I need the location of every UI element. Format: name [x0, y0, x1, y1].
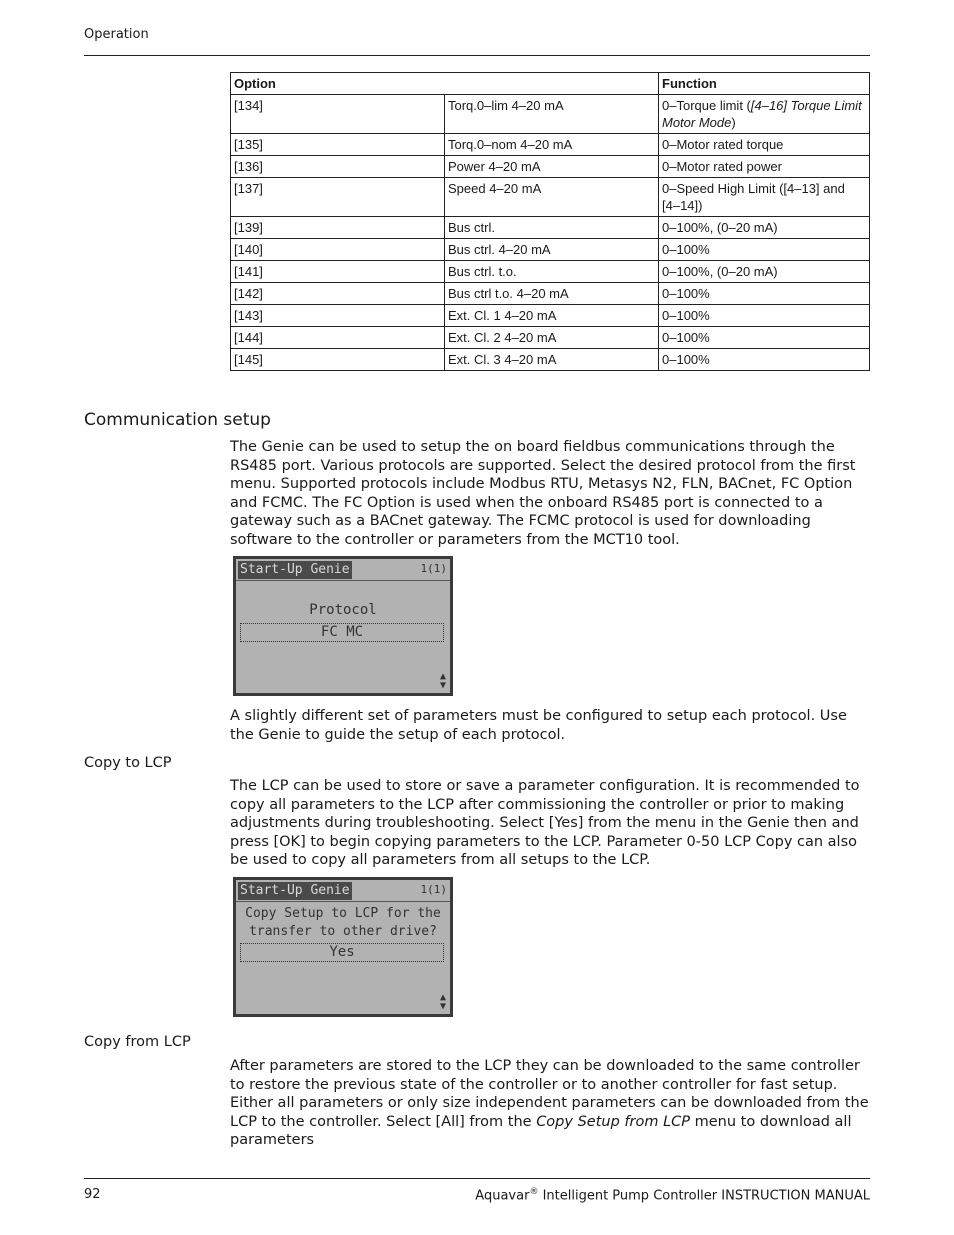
- copy-from-text-end: menu to download all parameters: [230, 1113, 852, 1149]
- option-function: [659, 327, 870, 349]
- option-function: [659, 178, 870, 217]
- function-text: 0–Speed High Limit ([4–13] and [4–14]): [662, 181, 845, 213]
- option-function: [659, 305, 870, 327]
- lcp-setup-indicator: 1(1): [420, 883, 447, 896]
- option-name: Bus ctrl.: [445, 217, 659, 239]
- lcp-display-protocol: [233, 556, 453, 696]
- brand-name: Aquavar: [475, 1188, 530, 1204]
- option-code: [140]: [231, 239, 445, 261]
- table-row: [231, 239, 870, 261]
- section-heading-copy-from-lcp: Copy from LCP: [84, 1034, 191, 1050]
- column-header-option: Option: [231, 73, 659, 95]
- lcp-protocol-label: Protocol: [309, 602, 377, 618]
- option-name: Ext. Cl. 2 4–20 mA: [445, 327, 659, 349]
- lcp-setup-indicator: 1(1): [420, 562, 447, 575]
- option-code: [134]: [231, 95, 445, 134]
- option-function: [659, 283, 870, 305]
- function-text: 0–100%, (0–20 mA): [662, 220, 778, 235]
- lcp-title: Start-Up Genie: [238, 882, 352, 900]
- function-text: 0–Motor rated power: [662, 159, 782, 174]
- table-row: [231, 327, 870, 349]
- lcp-title: Start-Up Genie: [238, 561, 352, 579]
- function-text: 0–Motor rated torque: [662, 137, 784, 152]
- function-text: 0–100%: [662, 286, 710, 301]
- header-rule: [84, 55, 870, 56]
- option-code: [135]: [231, 134, 445, 156]
- section-heading-copy-to-lcp: Copy to LCP: [84, 755, 172, 771]
- copy-setup-menu-name: Copy Setup from LCP: [536, 1113, 691, 1130]
- table-row: [231, 156, 870, 178]
- option-code: [139]: [231, 217, 445, 239]
- option-name: Power 4–20 mA: [445, 156, 659, 178]
- lcp-copy-value: Yes: [240, 943, 444, 962]
- table-row: [231, 283, 870, 305]
- lcp-copy-line-2: transfer to other drive?: [249, 924, 437, 939]
- page-number: 92: [84, 1187, 101, 1202]
- table-row: [231, 134, 870, 156]
- lcp-screen: [236, 559, 450, 693]
- option-code: [141]: [231, 261, 445, 283]
- option-name: Ext. Cl. 3 4–20 mA: [445, 349, 659, 371]
- running-header: Operation: [84, 27, 149, 42]
- option-code: [145]: [231, 349, 445, 371]
- option-function: [659, 134, 870, 156]
- manual-title-text: Intelligent Pump Controller INSTRUCTION MANUAL: [538, 1188, 870, 1204]
- up-down-arrows-icon: ▲ ▼: [439, 671, 446, 691]
- lcp-copy-line-1: Copy Setup to LCP for the: [245, 906, 441, 921]
- function-text: 0–Torque limit (: [662, 98, 751, 113]
- options-table: [230, 72, 870, 371]
- table-row: [231, 349, 870, 371]
- function-text-end: ): [731, 115, 736, 130]
- copy-from-lcp-paragraph: [230, 1057, 872, 1150]
- communication-paragraph: The Genie can be used to setup the on board fieldbus communications through the RS485 port. Various protocols are supported. Select the desired protocol from the first menu. Supported protocols include Modbus RTU, Metasys N2, FLN, BACnet, FC Option and FCMC. The FC Option is used when the onboard RS485 port is connected to a gateway such as a BACnet gateway. The FCMC protocol is used for downloading software to the controller or parameters from the MCT10 tool.: [230, 439, 856, 548]
- option-function: [659, 217, 870, 239]
- function-text: 0–100%: [662, 330, 710, 345]
- table-row: [231, 95, 870, 134]
- manual-title: [475, 1187, 870, 1203]
- lcp-display-copy: [233, 877, 453, 1017]
- section-heading-communication: Communication setup: [84, 410, 271, 430]
- column-header-function: Function: [659, 73, 870, 95]
- function-parameter-ref: [4–16] Torque Limit Motor Mode: [662, 98, 862, 130]
- option-name: Bus ctrl t.o. 4–20 mA: [445, 283, 659, 305]
- option-name: Torq.0–lim 4–20 mA: [445, 95, 659, 134]
- function-text: 0–100%: [662, 352, 710, 367]
- copy-to-lcp-paragraph: The LCP can be used to store or save a parameter configuration. It is recommended to copy all parameters to the LCP after commissioning the controller or prior to making adjustments during troubleshooting. Select [Yes] from the menu in the Genie then and press [OK] to begin copying parameters to the LCP. Parameter 0-50 LCP Copy can also be used to copy all parameters from all setups to the LCP.: [230, 778, 860, 869]
- copy-from-text: After parameters are stored to the LCP they can be downloaded to the same controller to restore the previous state of the controller or to another controller for fast setup. Either all parameters or only size independent parameters can be downloaded from the LCP to the controller. Select [All] from the: [230, 1058, 869, 1130]
- option-function: [659, 95, 870, 134]
- option-code: [137]: [231, 178, 445, 217]
- table-header-row: [231, 73, 870, 95]
- option-name: Torq.0–nom 4–20 mA: [445, 134, 659, 156]
- option-name: Bus ctrl. t.o.: [445, 261, 659, 283]
- option-code: [136]: [231, 156, 445, 178]
- lcp-title-divider: [236, 901, 450, 902]
- lcp-screen: [236, 880, 450, 1014]
- lcp-protocol-value: FC MC: [240, 623, 444, 642]
- protocol-paragraph: A slightly different set of parameters must be configured to setup each protocol. Use the Genie to guide the setup of each protocol.: [230, 708, 847, 743]
- option-function: [659, 349, 870, 371]
- table-row: [231, 178, 870, 217]
- option-name: Ext. Cl. 1 4–20 mA: [445, 305, 659, 327]
- function-text: 0–100%: [662, 308, 710, 323]
- option-function: [659, 156, 870, 178]
- option-name: Bus ctrl. 4–20 mA: [445, 239, 659, 261]
- option-function: [659, 239, 870, 261]
- registered-mark: ®: [529, 1187, 539, 1197]
- up-down-arrows-icon: ▲ ▼: [439, 992, 446, 1012]
- option-code: [144]: [231, 327, 445, 349]
- footer-rule: [84, 1178, 870, 1179]
- option-name: Speed 4–20 mA: [445, 178, 659, 217]
- table-row: [231, 217, 870, 239]
- option-function: [659, 261, 870, 283]
- option-code: [142]: [231, 283, 445, 305]
- table-row: [231, 261, 870, 283]
- option-code: [143]: [231, 305, 445, 327]
- function-text: 0–100%, (0–20 mA): [662, 264, 778, 279]
- function-text: 0–100%: [662, 242, 710, 257]
- lcp-title-divider: [236, 580, 450, 581]
- table-row: [231, 305, 870, 327]
